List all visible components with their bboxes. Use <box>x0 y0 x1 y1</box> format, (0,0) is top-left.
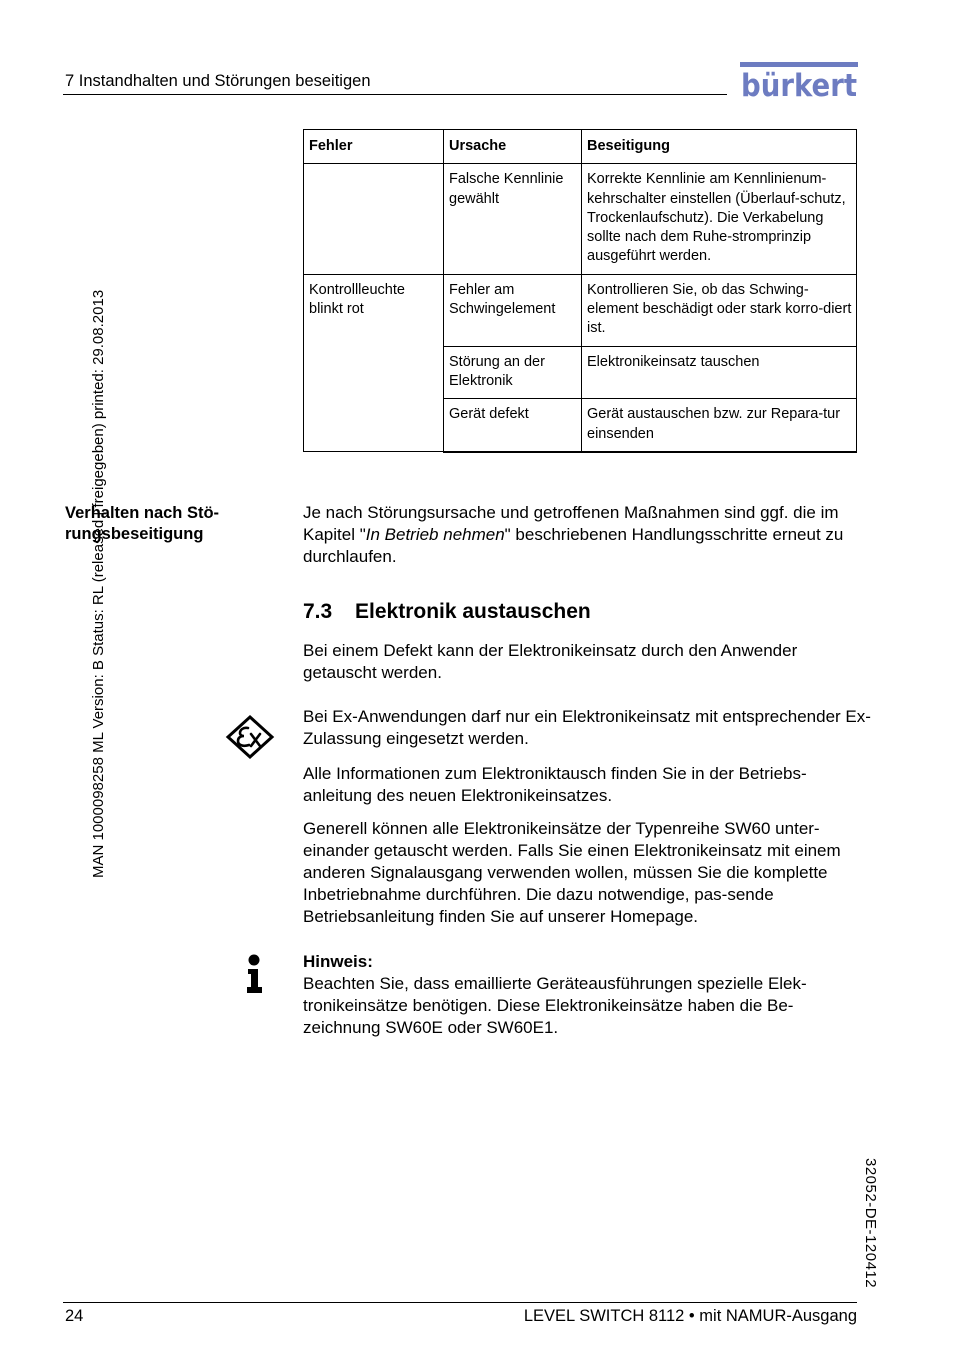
info-paragraph: Alle Informationen zum Elektroniktausch finden Sie in der Betriebs-anleitung des neuen Elektronikeinsatzes. <box>303 764 807 805</box>
table-row <box>304 274 857 346</box>
page-number: 24 <box>65 1307 84 1325</box>
table-row <box>304 164 857 274</box>
burkert-logo <box>740 62 858 104</box>
hint-text: Beachten Sie, dass emaillierte Geräteausführungen spezielle Elek-tronikeinsätze benötigen. Diese Elektronikeinsätze haben die Be-zeichnung SW60E oder SW60E1. <box>303 974 807 1037</box>
column-header-beseitigung: Beseitigung <box>582 130 857 164</box>
side-heading-behavior: Verhalten nach Stö-rungsbeseitigung <box>65 504 220 543</box>
table-cell-fehler <box>304 164 444 274</box>
chapter-reference: In Betrieb nehmen <box>365 525 505 544</box>
table-cell-beseitigung: Kontrollieren Sie, ob das Schwing-element beschädigt oder stark korro-diert ist. <box>582 274 857 346</box>
document-meta-vertical: MAN 1000098258 ML Version: B Status: RL (released | freigegeben) printed: 29.08.2013 <box>90 289 107 878</box>
chapter-header: 7 Instandhalten und Störungen beseitigen <box>65 72 371 90</box>
section-title: Elektronik austauschen <box>355 600 591 623</box>
table-header-row <box>304 130 857 164</box>
table-cell-beseitigung: Elektronikeinsatz tauschen <box>582 346 857 399</box>
intro-paragraph: Bei einem Defekt kann der Elektronikeinsatz durch den Anwender getauscht werden. <box>303 641 798 682</box>
fault-table <box>303 129 857 453</box>
section-heading <box>303 600 591 624</box>
ex-note-paragraph: Bei Ex-Anwendungen darf nur ein Elektronikeinsatz mit entsprechender Ex-Zulassung eingesetzt werden. <box>303 707 871 748</box>
behavior-text-before: Je nach Störungsursache und getroffenen Maßnahmen sind ggf. die im Kapitel " <box>303 503 839 544</box>
table-cell-ursache: Störung an der Elektronik <box>444 346 582 399</box>
column-header-fehler: Fehler <box>304 130 444 164</box>
svg-text:bürkert: bürkert <box>741 68 858 104</box>
footer-title: LEVEL SWITCH 8112 • mit NAMUR-Ausgang <box>523 1307 857 1325</box>
behavior-paragraph <box>303 502 858 568</box>
column-header-ursache: Ursache <box>444 130 582 164</box>
section-number: 7.3 <box>303 600 333 623</box>
hint-block <box>303 951 858 1039</box>
table-cell-beseitigung: Gerät austauschen bzw. zur Repara-tur einsenden <box>582 399 857 452</box>
table-cell-ursache: Gerät defekt <box>444 399 582 452</box>
footer-rule <box>63 1302 857 1303</box>
header-rule <box>63 94 727 95</box>
table-cell-ursache: Falsche Kennlinie gewählt <box>444 164 582 274</box>
hint-label: Hinweis: <box>303 952 373 971</box>
behavior-text-after: " beschriebenen Handlungsschritte erneut zu durchlaufen. <box>303 525 844 566</box>
info-icon <box>245 954 265 994</box>
table-cell-beseitigung: Korrekte Kennlinie am Kennlinienum-kehrschalter einstellen (Überlauf-schutz, Trockenlaufschutz). Die Verkabelung sollte nach dem Ruhe-stromprinzip ausgeführt werden. <box>582 164 857 274</box>
general-paragraph: Generell können alle Elektronikeinsätze der Typenreihe SW60 unter-einander getauscht werden. Falls Sie einen Elektronikeinsatz mit einem anderen Signalausgang verwenden wollen, müssen Sie die komplette Inbetriebnahme durchführen. Die dazu notwendige, pas-sende Betriebsanleitung finden Sie auf unserer Homepage. <box>303 819 841 926</box>
ex-explosion-protection-icon <box>226 715 274 759</box>
table-cell-ursache: Fehler am Schwingelement <box>444 274 582 346</box>
document-code-vertical: 32052-DE-120412 <box>862 1158 879 1289</box>
table-cell-fehler: Kontrollleuchte blinkt rot <box>304 274 444 452</box>
